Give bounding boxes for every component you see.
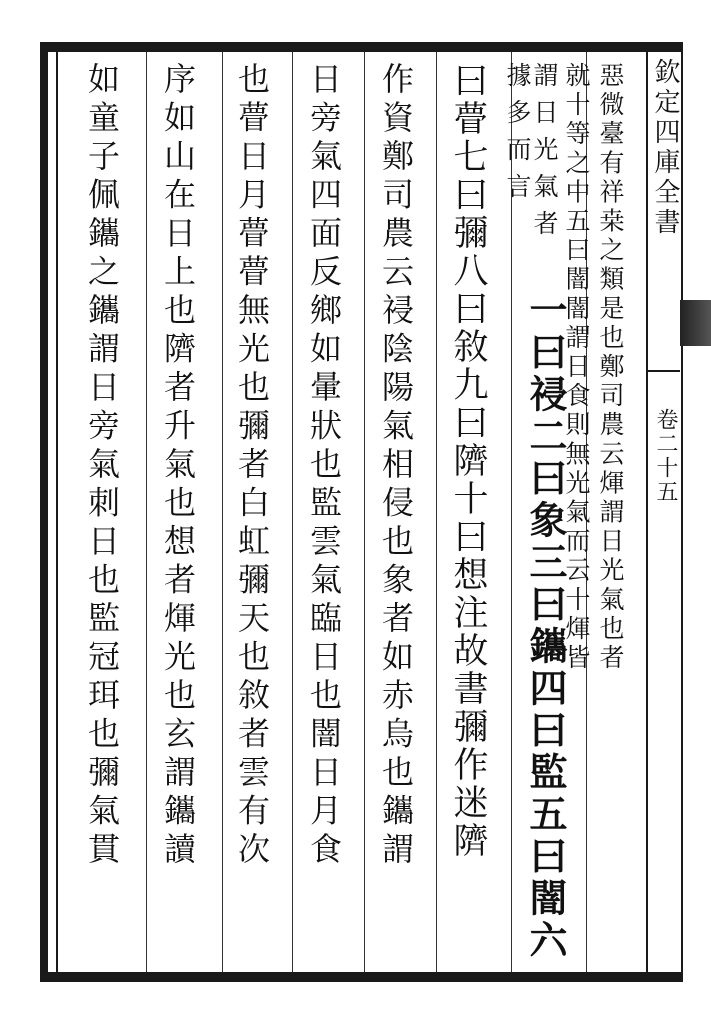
column-rule <box>146 52 147 972</box>
main-text-column-2: 曰瞢七曰彌八曰敘九曰隮十曰想注故書彌作迷隮 <box>448 62 488 860</box>
text-column-5: 日旁氣四面反鄉如暈狀也監雲氣臨日也闇日月食 <box>305 62 343 871</box>
text-column-8: 如童子佩鑴之鑴謂日旁氣刺日也監冠珥也彌氣貫 <box>83 62 121 871</box>
text-column-1: 惡微臺有祥桒之類是也鄭司農云煇謂日光氣也者 <box>596 62 625 674</box>
text-column-4: 作資鄭司農云祲陰陽氣相侵也象者如赤烏也鑴謂 <box>377 62 415 871</box>
column-rule <box>292 52 293 972</box>
text-column-3b: 據多而言 <box>503 62 532 210</box>
column-rule <box>222 52 223 972</box>
juan-number: 卷二十五 <box>653 408 678 504</box>
fish-tail-mark <box>680 300 711 346</box>
inner-rule <box>56 52 58 972</box>
text-column-7: 序如山在日上也隮者升氣也想者煇光也玄謂鑴讀 <box>159 62 197 871</box>
book-title: 欽定四庫全書 <box>650 58 680 238</box>
main-text-column-1: 一曰祲二曰象三曰鑴四曰監五曰闇六 <box>523 290 568 962</box>
column-rule <box>364 52 365 972</box>
text-column-3a: 謂日光氣者 <box>530 62 559 247</box>
column-rule <box>436 52 437 972</box>
text-column-6: 也瞢日月瞢瞢無光也彌者白虹彌天也敘者雲有次 <box>233 62 271 871</box>
text-column-2: 就十等之中五曰闇闇謂日食則無光氣而云十煇皆 <box>562 62 591 674</box>
